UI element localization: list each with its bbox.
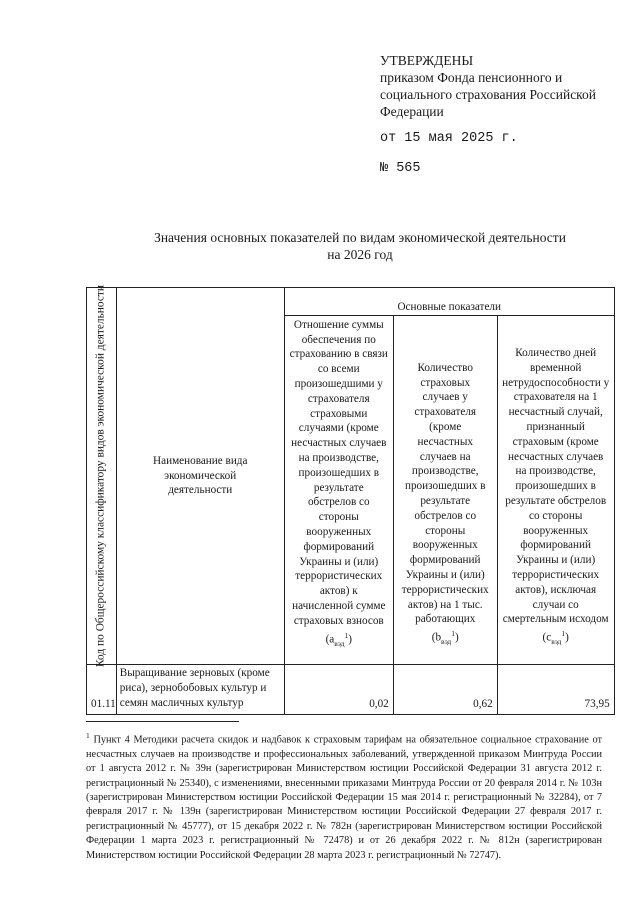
approval-text: приказом Фонда пенсионного и социального страхования Российской Федерации — [380, 70, 597, 119]
row-value-c: 73,95 — [497, 665, 614, 715]
row-code: 01.11 — [87, 665, 117, 715]
col-c-header: Количество дней временной нетрудоспособности у страхователя на 1 несчастный случай, признанный страховым (кроме несчастных случаев на производстве, произошедших в результате обстрелов со стороны вооруженных формирований Украины и (или) террористических актов), исключая случаи со смертельным исходом $(c_{вэд}^1)$ — [497, 315, 614, 664]
footnote-mark: 1 — [86, 731, 90, 740]
col-b-symbol: $(b_{вэд}^1)$ — [431, 629, 459, 647]
row-value-a: 0,02 — [284, 665, 393, 715]
col-b-header: Количество страховых случаев у страхователя (кроме несчастных случаев на производстве, произошедших в результате обстрелов со стороны вооруженных формирований Украины и (или) террористических актов) на 1 тыс. работающих $(b_{вэд}^1)$ — [393, 315, 497, 664]
indicators-table — [86, 287, 615, 715]
approval-date: от 15 мая 2025 г. — [380, 131, 518, 146]
table-row — [87, 665, 615, 715]
row-value-b: 0,62 — [393, 665, 497, 715]
code-column-header: Код по Общероссийскому классификатору видов экономической деятельности — [87, 288, 117, 665]
title-line-2: на 2026 год — [327, 247, 393, 262]
col-c-symbol: $(c_{вэд}^1)$ — [542, 629, 569, 647]
footnote-text: Пункт 4 Методики расчета скидок и надбавок к страховым тарифам на обязательное социальное страхование от несчастных случаев на производстве и профессиональных заболеваний, утвержденной приказом Минтруда России от 1 августа 2012 г. № 39н (зарегистрирован Министерством юстиции Российской Федерации 31 августа 2012 г. регистрационный № 25340), с изменениями, внесенными приказами Минтруда России от 20 февраля 2014 г. № 103н (зарегистрирован Министерством юстиции Российской Федерации 15 мая 2014 г. регистрационный № 32284), от 7 февраля 2017 г. № 139н (зарегистрирован Министерством юстиции Российской Федерации 27 февраля 2017 г. регистрационный № 45777), от 15 декабря 2022 г. № 782н (зарегистрирован Министерством юстиции Российской Федерации 1 марта 2023 г. регистрационный № 72478) и от 26 декабря 2022 г. № 812н (зарегистрирован Министерством юстиции Российской Федерации 28 марта 2023 г. регистрационный № 72747). — [86, 734, 603, 861]
row-name: Выращивание зерновых (кроме риса), зернобобовых культур и семян масличных культур — [116, 665, 284, 715]
title-line-1: Значения основных показателей по видам экономической деятельности — [154, 230, 566, 245]
group-header: Основные показатели — [284, 288, 614, 316]
name-column-header: Наименование вида экономической деятельности — [116, 288, 284, 665]
table-header-row-1 — [87, 288, 615, 316]
col-a-header: Отношение суммы обеспечения по страхованию в связи со всеми произошедшими у страхователя страховыми случаями (кроме несчастных случаев на производстве, произошедших в результате обстрелов со стороны вооруженных формирований Украины и (или) террористических актов) к начисленной сумме страховых взносов $(a_{вэд}^1)$ — [284, 315, 393, 664]
approval-heading: УТВЕРЖДЕНЫ — [380, 53, 474, 68]
footnote-separator — [86, 721, 239, 722]
col-a-symbol: $(a_{вэд}^1)$ — [325, 630, 352, 648]
approval-block — [380, 52, 630, 120]
footnote — [86, 729, 602, 863]
approval-number: № 565 — [380, 161, 421, 176]
document-title — [100, 229, 620, 263]
